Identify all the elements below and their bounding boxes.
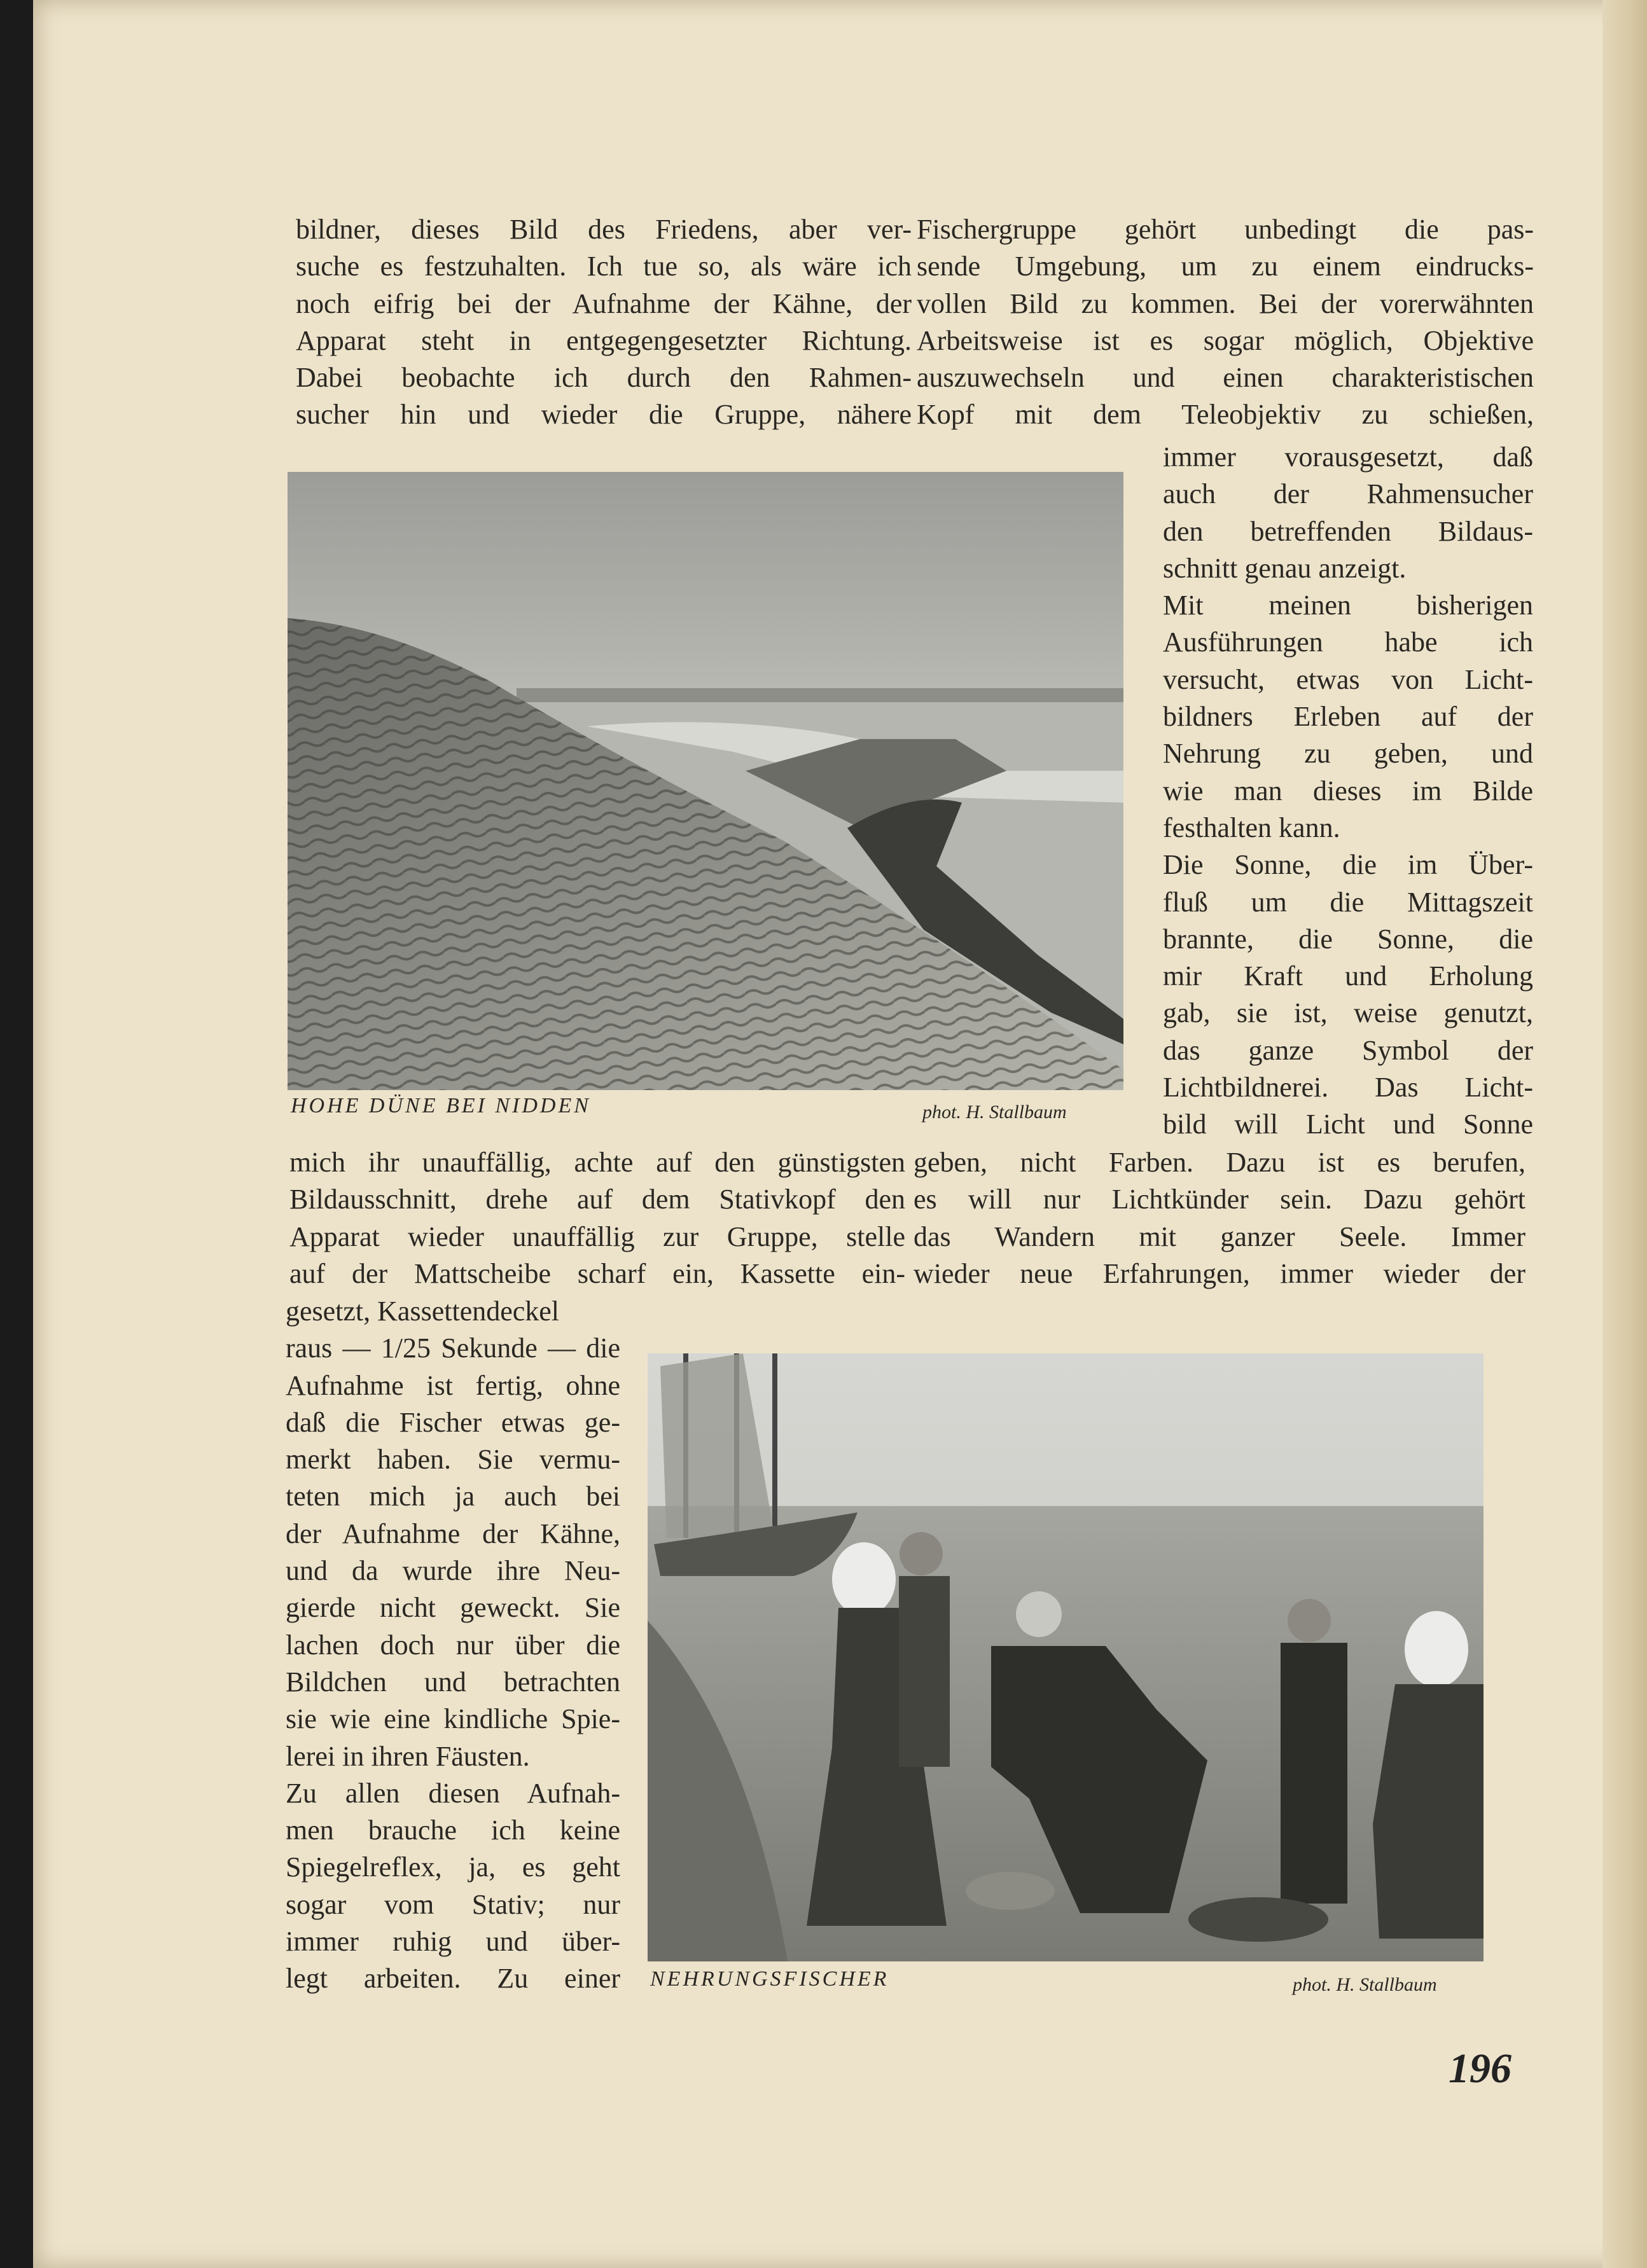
text-line: Nehrung zu geben, und [1163, 738, 1533, 770]
text-line: Apparat wieder unauffällig zur Gruppe, stelle [289, 1220, 905, 1252]
text-line: das Wandern mit ganzer Seele. Immer [914, 1220, 1525, 1252]
text-line: vollen Bild zu kommen. Bei der vorerwähnten [917, 287, 1534, 319]
text-line: Dabei beobachte ich durch den Rahmen- [296, 362, 912, 394]
text-line: sogar vom Stativ; nur [286, 1888, 620, 1920]
text-line: Kopf mit dem Teleobjektiv zu schießen, [917, 399, 1534, 431]
photo1-caption: HOHE DÜNE BEI NIDDEN [291, 1094, 591, 1117]
text-line: mir Kraft und Erholung [1163, 960, 1533, 992]
text-line: Ausführungen habe ich [1163, 626, 1533, 658]
text-line: Apparat steht in entgegengesetzter Richtung. [296, 324, 912, 356]
text-line: der Aufnahme der Kähne, [286, 1518, 620, 1549]
text-line: raus — 1/25 Sekunde — die [286, 1332, 620, 1364]
text-line: auf der Mattscheibe scharf ein, Kassette ein- [289, 1257, 905, 1289]
text-line: immer vorausgesetzt, daß [1163, 441, 1533, 473]
text-line: bildners Erleben auf der [1163, 701, 1533, 733]
text-line: Arbeitsweise ist es sogar möglich, Objektive [917, 324, 1534, 356]
text-line: sie wie eine kindliche Spie- [286, 1703, 620, 1735]
photo1-credit: phot. H. Stallbaum [922, 1102, 1067, 1123]
text-line: Bildchen und betrachten [286, 1666, 620, 1698]
text-line: Spiegelreflex, ja, es geht [286, 1851, 620, 1883]
page-edge [1602, 0, 1647, 2268]
text-block-top-right [917, 211, 1534, 434]
text-line: Mit meinen bisherigen [1163, 590, 1533, 621]
text-line: noch eifrig bei der Aufnahme der Kähne, der [296, 287, 912, 319]
text-line: Fischergruppe gehört unbedingt die pas- [917, 214, 1534, 245]
text-line: gierde nicht geweckt. Sie [286, 1592, 620, 1624]
text-line: Zu allen diesen Aufnah- [286, 1777, 620, 1809]
text-line: versucht, etwas von Licht- [1163, 663, 1533, 695]
text-line: lerei in ihren Fäusten. [286, 1740, 530, 1772]
text-line: immer ruhig und über- [286, 1926, 620, 1958]
text-line: mich ihr unauffällig, achte auf den günstigsten [289, 1147, 905, 1178]
text-block-mid-left [289, 1144, 905, 1292]
text-line: festhalten kann. [1163, 812, 1340, 843]
text-line: sucher hin und wieder die Gruppe, nähere [296, 399, 912, 431]
text-line: gesetzt, Kassettendeckel [286, 1296, 560, 1327]
text-line: sende Umgebung, um zu einem eindrucks- [917, 251, 1534, 282]
dune-photo [288, 472, 1123, 1090]
text-line: Bildausschnitt, drehe auf dem Stativkopf den [289, 1184, 905, 1215]
text-line: merkt haben. Sie vermu- [286, 1444, 620, 1476]
text-line: auch der Rahmensucher [1163, 478, 1533, 510]
text-line: geben, nicht Farben. Dazu ist es berufen, [914, 1147, 1525, 1178]
text-line: gab, sie ist, weise genutzt, [1163, 997, 1533, 1029]
text-line: teten mich ja auch bei [286, 1481, 620, 1512]
text-line: wie man dieses im Bilde [1163, 775, 1533, 806]
text-line: Die Sonne, die im Über- [1163, 849, 1533, 881]
text-line: das ganze Symbol der [1163, 1034, 1533, 1066]
text-line: suche es festzuhalten. Ich tue so, als wäre ich [296, 251, 912, 282]
text-line: bildner, dieses Bild des Friedens, aber ver- [296, 214, 912, 245]
text-block-bottom-left [286, 1293, 620, 1998]
text-line: Lichtbildnerei. Das Licht- [1163, 1072, 1533, 1103]
text-line: auszuwechseln und einen charakteristischen [917, 362, 1534, 394]
text-line: den betreffenden Bildaus- [1163, 515, 1533, 547]
text-line: schnitt genau anzeigt. [1163, 552, 1407, 584]
text-line: und da wurde ihre Neu- [286, 1555, 620, 1587]
text-line: Aufnahme ist fertig, ohne [286, 1369, 620, 1401]
text-line: bild will Licht und Sonne [1163, 1109, 1533, 1140]
text-line: legt arbeiten. Zu einer [286, 1963, 620, 1995]
book-page [33, 0, 1647, 2268]
fishermen-photo [648, 1353, 1484, 1961]
text-line: daß die Fischer etwas ge- [286, 1406, 620, 1438]
text-block-right-narrow [1163, 439, 1533, 1144]
text-line: fluß um die Mittagszeit [1163, 886, 1533, 918]
text-block-top-left [296, 211, 912, 434]
text-line: brannte, die Sonne, die [1163, 923, 1533, 955]
text-line: wieder neue Erfahrungen, immer wieder der [914, 1257, 1525, 1289]
text-line: men brauche ich keine [286, 1815, 620, 1846]
text-line: lachen doch nur über die [286, 1629, 620, 1661]
text-line: es will nur Lichtkünder sein. Dazu gehört [914, 1184, 1525, 1215]
text-block-mid-right [914, 1144, 1525, 1292]
page-number: 196 [1449, 2045, 1511, 2092]
photo2-caption: NEHRUNGSFISCHER [650, 1967, 889, 1991]
photo2-credit: phot. H. Stallbaum [1293, 1974, 1437, 1995]
